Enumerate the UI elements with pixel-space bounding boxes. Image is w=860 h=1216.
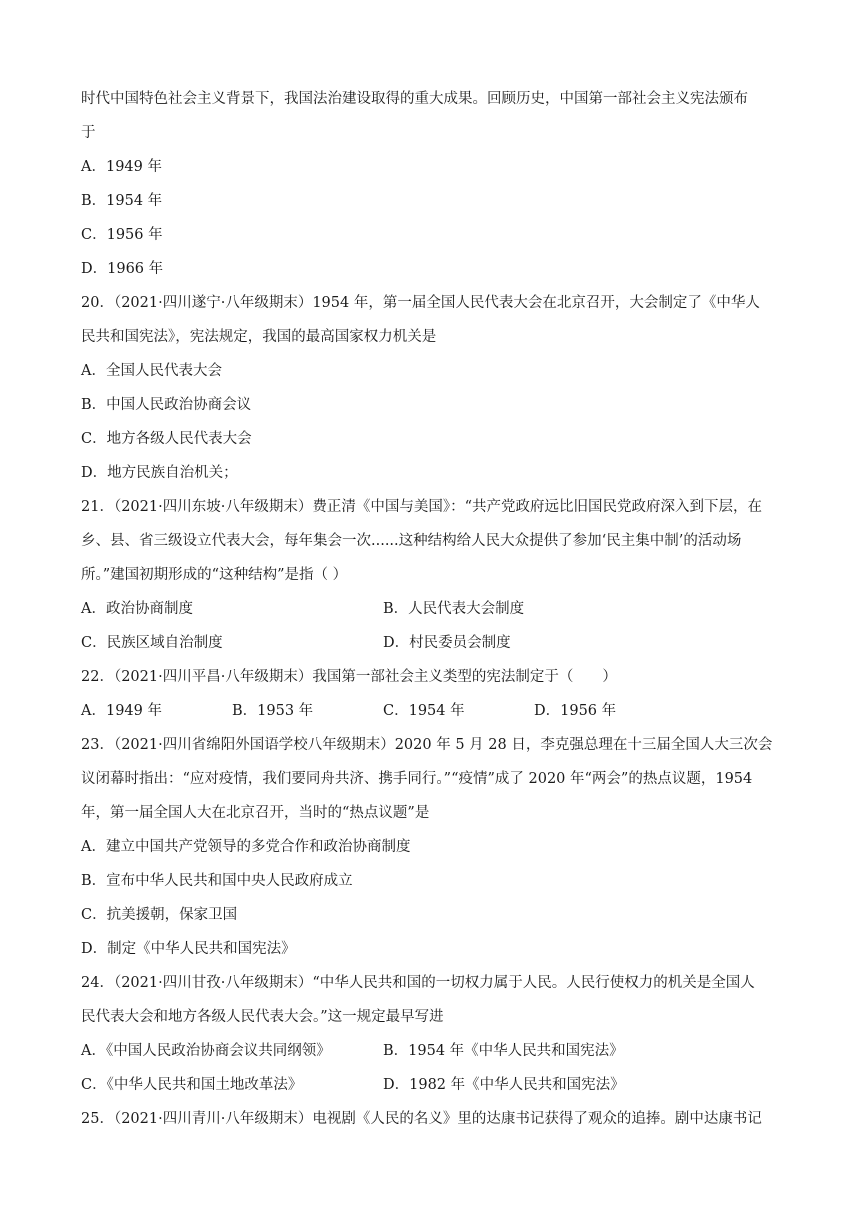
option-a: A．全国人民代表大会 [81,363,222,379]
option-d: D．1956 年 [534,703,617,719]
option-row [81,694,797,728]
option-b: B．宣布中华人民共和国中央人民政府成立 [81,873,353,889]
question-stem-line: 21．（2021·四川东坡·八年级期末）费正清《中国与美国》：“共产党政府远比旧国民党政府深入到下层，在 [81,499,762,515]
option-a: A．《中国人民政治协商会议共同纲领》 [81,1043,331,1059]
question-stem-line: 24．（2021·四川甘孜·八年级期末）“中华人民共和国的一切权力属于人民。人民行使权力的机关是全国人 [81,975,755,991]
question-stem-line: 23．（2021·四川省绵阳外国语学校八年级期末）2020 年 5 月 28 日，李克强总理在十三届全国人大三次会 [81,737,773,753]
option-row [81,626,797,660]
question-stem-line: 民共和国宪法》，宪法规定，我国的最高国家权力机关是 [81,329,437,345]
question-stem-line: 民代表大会和地方各级人民代表大会。”这一规定最早写进 [81,1009,444,1025]
option-d: D．1982 年《中华人民共和国宪法》 [383,1077,625,1093]
option-d: D．1966 年 [81,261,164,277]
option-b: B．中国人民政治协商会议 [81,397,252,413]
option-b: B．1954 年 [81,193,163,209]
question-stem-line: 25．（2021·四川青川·八年级期末）电视剧《人民的名义》里的达康书记获得了观众的追捧。剧中达康书记 [81,1111,762,1127]
option-row [81,1034,797,1068]
option-a: A．建立中国共产党领导的多党合作和政治协商制度 [81,839,411,855]
option-a: A．1949 年 [81,159,162,175]
option-c: C．地方各级人民代表大会 [81,431,252,447]
question-20 [81,286,797,490]
option-c: C．《中华人民共和国土地改革法》 [81,1077,303,1093]
question-21 [81,490,797,660]
option-c: C．抗美援朝，保家卫国 [81,907,238,923]
question-stem-line: 所。”建国初期形成的“这种结构”是指（ ） [81,567,348,583]
question-stem-line: 于 [81,125,96,141]
question-stem-line: 时代中国特色社会主义背景下，我国法治建设取得的重大成果。回顾历史，中国第一部社会主义宪法颁布 [81,91,748,107]
option-c: C．民族区域自治制度 [81,635,223,651]
question-19-continued [81,82,797,286]
document-page [81,82,797,1136]
question-23 [81,728,797,966]
question-24 [81,966,797,1102]
option-b: B．1953 年 [232,703,314,719]
option-a: A．政治协商制度 [81,601,193,617]
option-b: B．1954 年《中华人民共和国宪法》 [383,1043,624,1059]
question-stem-line: 乡、县、省三级设立代表大会，每年集会一次......这种结构给人民大众提供了参加‘民主集中制’的活动场 [81,533,742,549]
question-22 [81,660,797,728]
question-stem-line: 20．（2021·四川遂宁·八年级期末）1954 年，第一届全国人民代表大会在北京召开，大会制定了《中华人 [81,295,760,311]
option-row [81,592,797,626]
question-25 [81,1102,797,1136]
option-row [81,1068,797,1102]
option-d: D．制定《中华人民共和国宪法》 [81,941,296,957]
question-stem-line: 议闭幕时指出：“应对疫情，我们要同舟共济、携手同行。”“疫情”成了 2020 年“两会”的热点议题，1954 [81,771,753,787]
option-d: D．地方民族自治机关； [81,465,238,481]
option-a: A．1949 年 [81,703,162,719]
option-c: C．1956 年 [81,227,163,243]
question-stem-line: 年，第一届全国人大在北京召开，当时的“热点议题”是 [81,805,430,821]
option-b: B．人民代表大会制度 [383,601,525,617]
question-stem-line: 22．（2021·四川平昌·八年级期末）我国第一部社会主义类型的宪法制定于（ ） [81,669,617,685]
option-d: D．村民委员会制度 [383,635,511,651]
option-c: C．1954 年 [383,703,465,719]
